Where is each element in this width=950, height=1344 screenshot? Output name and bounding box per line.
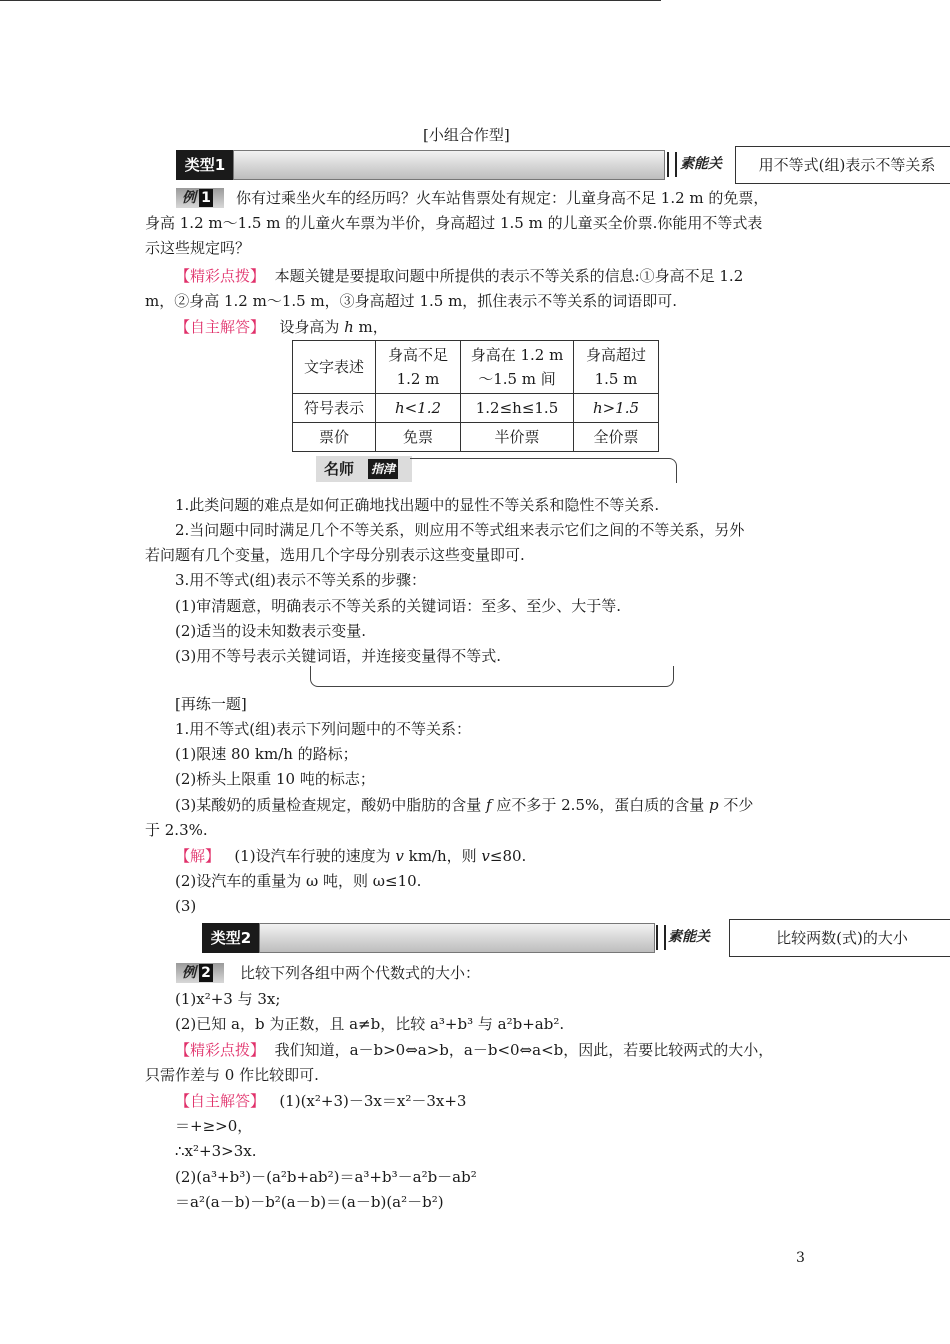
table-cell: 身高不足 1.2 m [376, 341, 461, 394]
sol1-label: 【自主解答】 [175, 318, 266, 336]
tip-item: 3.用不等式(组)表示不等关系的步骤： [175, 571, 427, 589]
hint1-line2: m，②身高 1.2 m～1.5 m，③身高超过 1.5 m，抓住表示不等关系的词语即可. [145, 292, 678, 310]
table-cell: 身高在 1.2 m ～1.5 m 间 [461, 341, 574, 394]
example2-line: 比较下列各组中两个代数式的大小： [240, 964, 481, 982]
hint2-label: 【精彩点拨】 [175, 1041, 266, 1059]
table-cell: h>1.5 [574, 394, 659, 423]
sol2-line3: ∴x²+3>3x. [175, 1142, 257, 1160]
example1-line2: 身高 1.2 m～1.5 m 的儿童火车票为半价，身高超过 1.5 m 的儿童买全价票.你能用不等式表 [145, 214, 763, 232]
section-tag: [小组合作型] [423, 126, 510, 144]
tip-box-bottom-border [310, 666, 674, 687]
sol2-line2: ＝+≥>0， [175, 1117, 253, 1135]
sol2-line4: (2)(a³+b³)－(a²b+ab²)＝a³+b³－a²b－ab² [175, 1168, 477, 1186]
type1-label: 类型1 [176, 150, 234, 180]
tip-item: (2)适当的设未知数表示变量. [175, 622, 367, 640]
sol2-line1: 【自主解答】 (1)(x²+3)－3x＝x²－3x+3 [175, 1092, 467, 1110]
type2-tag: 素能关 [668, 929, 710, 945]
type2-title: 比较两数(式)的大小 [729, 919, 950, 957]
practice-part3: (3)某酸奶的质量检查规定，酸奶中脂肪的含量 f 应不多于 2.5%，蛋白质的含量 p 不少 [175, 796, 754, 814]
practice-part2: (2)桥头上限重 10 吨的标志； [175, 770, 375, 788]
table-cell: 全价票 [574, 423, 659, 452]
table-cell: 文字表述 [293, 341, 376, 394]
tip-item: 1.此类问题的难点是如何正确地找出题中的显性不等关系和隐性不等关系. [175, 496, 660, 514]
table-cell: 免票 [376, 423, 461, 452]
sol-practice-line2: (2)设汽车的重量为 ω 吨，则 ω≤10. [175, 872, 422, 890]
hint1-line1: 【精彩点拨】 本题关键是要提取问题中所提供的表示不等关系的信息:①身高不足 1.2 [175, 267, 744, 285]
sol2-label: 【自主解答】 [175, 1092, 266, 1110]
sol-practice-label: 【解】 [175, 847, 221, 865]
type2-header [202, 923, 908, 953]
type1-title: 用不等式(组)表示不等关系 [735, 146, 950, 184]
page-number: 3 [796, 1250, 805, 1266]
bars-icon [667, 152, 677, 177]
tip-item: 若问题有几个变量，选用几个字母分别表示这些变量即可. [145, 546, 525, 564]
tip-title: 名师 [324, 460, 355, 478]
table-cell: 1.2≤h≤1.5 [461, 394, 574, 423]
example1-line1: 你有过乘坐火车的经历吗？火车站售票处有规定：儿童身高不足 1.2 m 的免票， [236, 189, 769, 207]
sol-practice-line1: 【解】 (1)设汽车行驶的速度为 v km/h，则 v≤80. [175, 847, 527, 865]
practice-question: 1.用不等式(组)表示下列问题中的不等关系： [175, 720, 472, 738]
hint2-line2: 只需作差与 0 作比较即可. [145, 1066, 319, 1084]
table-cell: h<1.2 [376, 394, 461, 423]
tip-box-header [316, 456, 412, 482]
tip-item: 2.当问题中同时满足几个不等关系，则应用不等式组来表示它们之间的不等关系，另外 [175, 521, 745, 539]
bars-icon [656, 925, 666, 950]
type2-label: 类型2 [202, 923, 260, 953]
tip-item: (3)用不等号表示关键词语，并连接变量得不等式. [175, 647, 502, 665]
header-rule [0, 0, 661, 1]
example2-item2: (2)已知 a，b 为正数，且 a≠b，比较 a³+b³ 与 a²b+ab². [175, 1015, 565, 1033]
tip-tag: 指津 [368, 459, 398, 479]
tip-item: (1)审清题意，明确表示不等关系的关键词语：至多、至少、大于等. [175, 597, 622, 615]
practice-part3-cont: 于 2.3%. [145, 821, 208, 839]
practice-part1: (1)限速 80 km/h 的路标； [175, 745, 358, 763]
table-row [293, 394, 659, 423]
table-row [293, 423, 659, 452]
example2-badge: 例 2 [176, 963, 224, 983]
sol2-line5: ＝a²(a－b)－b²(a－b)＝(a－b)(a²－b²) [175, 1193, 444, 1211]
example1-line3: 示这些规定吗？ [145, 239, 251, 257]
practice-tag: [再练一题] [175, 695, 247, 713]
table-cell: 符号表示 [293, 394, 376, 423]
type1-header [176, 150, 936, 180]
example1-badge: 例 1 [176, 188, 224, 208]
symbol-table [292, 340, 659, 452]
tip-box-top-border [410, 458, 677, 483]
type1-bar [233, 150, 665, 180]
hint2-line1: 【精彩点拨】 我们知道，a－b>0⇔a>b，a－b<0⇔a<b，因此，若要比较两式的大小， [175, 1041, 774, 1059]
table-cell: 半价票 [461, 423, 574, 452]
type1-tag: 素能关 [680, 156, 722, 172]
sol1-line: 【自主解答】 设身高为 h m， [175, 318, 388, 336]
hint1-label: 【精彩点拨】 [175, 267, 266, 285]
example2-item1: (1)x²+3 与 3x; [175, 990, 281, 1008]
sol-practice-line3: (3) [175, 897, 197, 915]
table-cell: 身高超过 1.5 m [574, 341, 659, 394]
type2-bar [259, 923, 655, 953]
table-cell: 票价 [293, 423, 376, 452]
table-row [293, 341, 659, 394]
